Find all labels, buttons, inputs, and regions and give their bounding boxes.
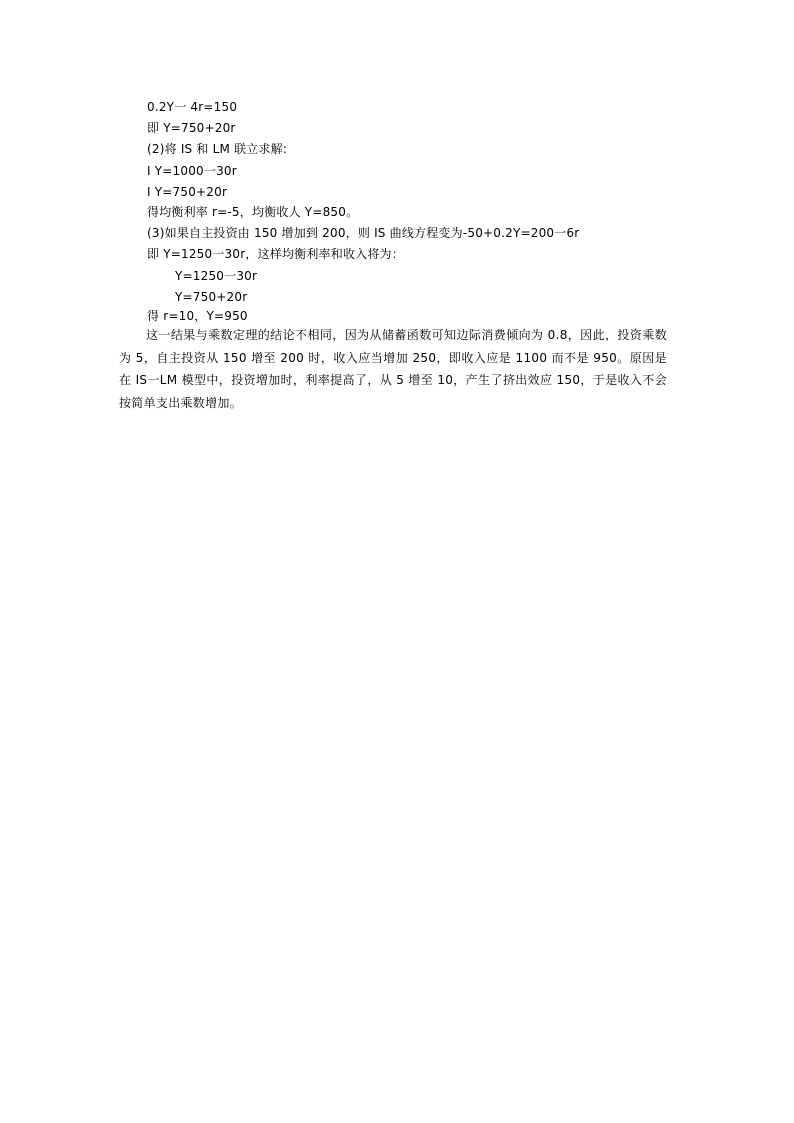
equation-line-2: 即 Y=750+20r bbox=[147, 121, 236, 135]
result-line-2: 得 r=10，Y=950 bbox=[147, 309, 248, 323]
equation-line-7: Y=750+20r bbox=[175, 290, 248, 304]
equation-line-5: 即 Y=1250一30r，这样均衡利率和收入将为： bbox=[147, 247, 404, 261]
equation-line-6: Y=1250一30r bbox=[175, 269, 258, 283]
result-line-1: 得均衡利率 r=-5，均衡收人 Y=850。 bbox=[147, 205, 359, 219]
step-heading-2: (2)将 IS 和 LM 联立求解: bbox=[147, 142, 288, 156]
equation-line-4: I Y=750+20r bbox=[147, 185, 228, 199]
equation-line-1: 0.2Y一 4r=150 bbox=[147, 100, 238, 114]
equation-line-3: I Y=1000一30r bbox=[147, 164, 237, 178]
explanation-paragraph: 这一结果与乘数定理的结论不相同，因为从储蓄函数可知边际消费倾向为 0.8，因此，投资乘数为 5，自主投资从 150 增至 200 时，收入应当增加 250，即收入应是 1100 而不是 950。原因是在 IS一LM 模型中，投资增加时，利率提高了，从 5 增至 10，产生了挤出效应 150，于是收入不会按简单支出乘数增加。 bbox=[119, 328, 667, 410]
step-heading-3: (3)如果自主投资由 150 增加到 200，则 IS 曲线方程变为-50+0.2Y=200一6r bbox=[147, 226, 580, 240]
